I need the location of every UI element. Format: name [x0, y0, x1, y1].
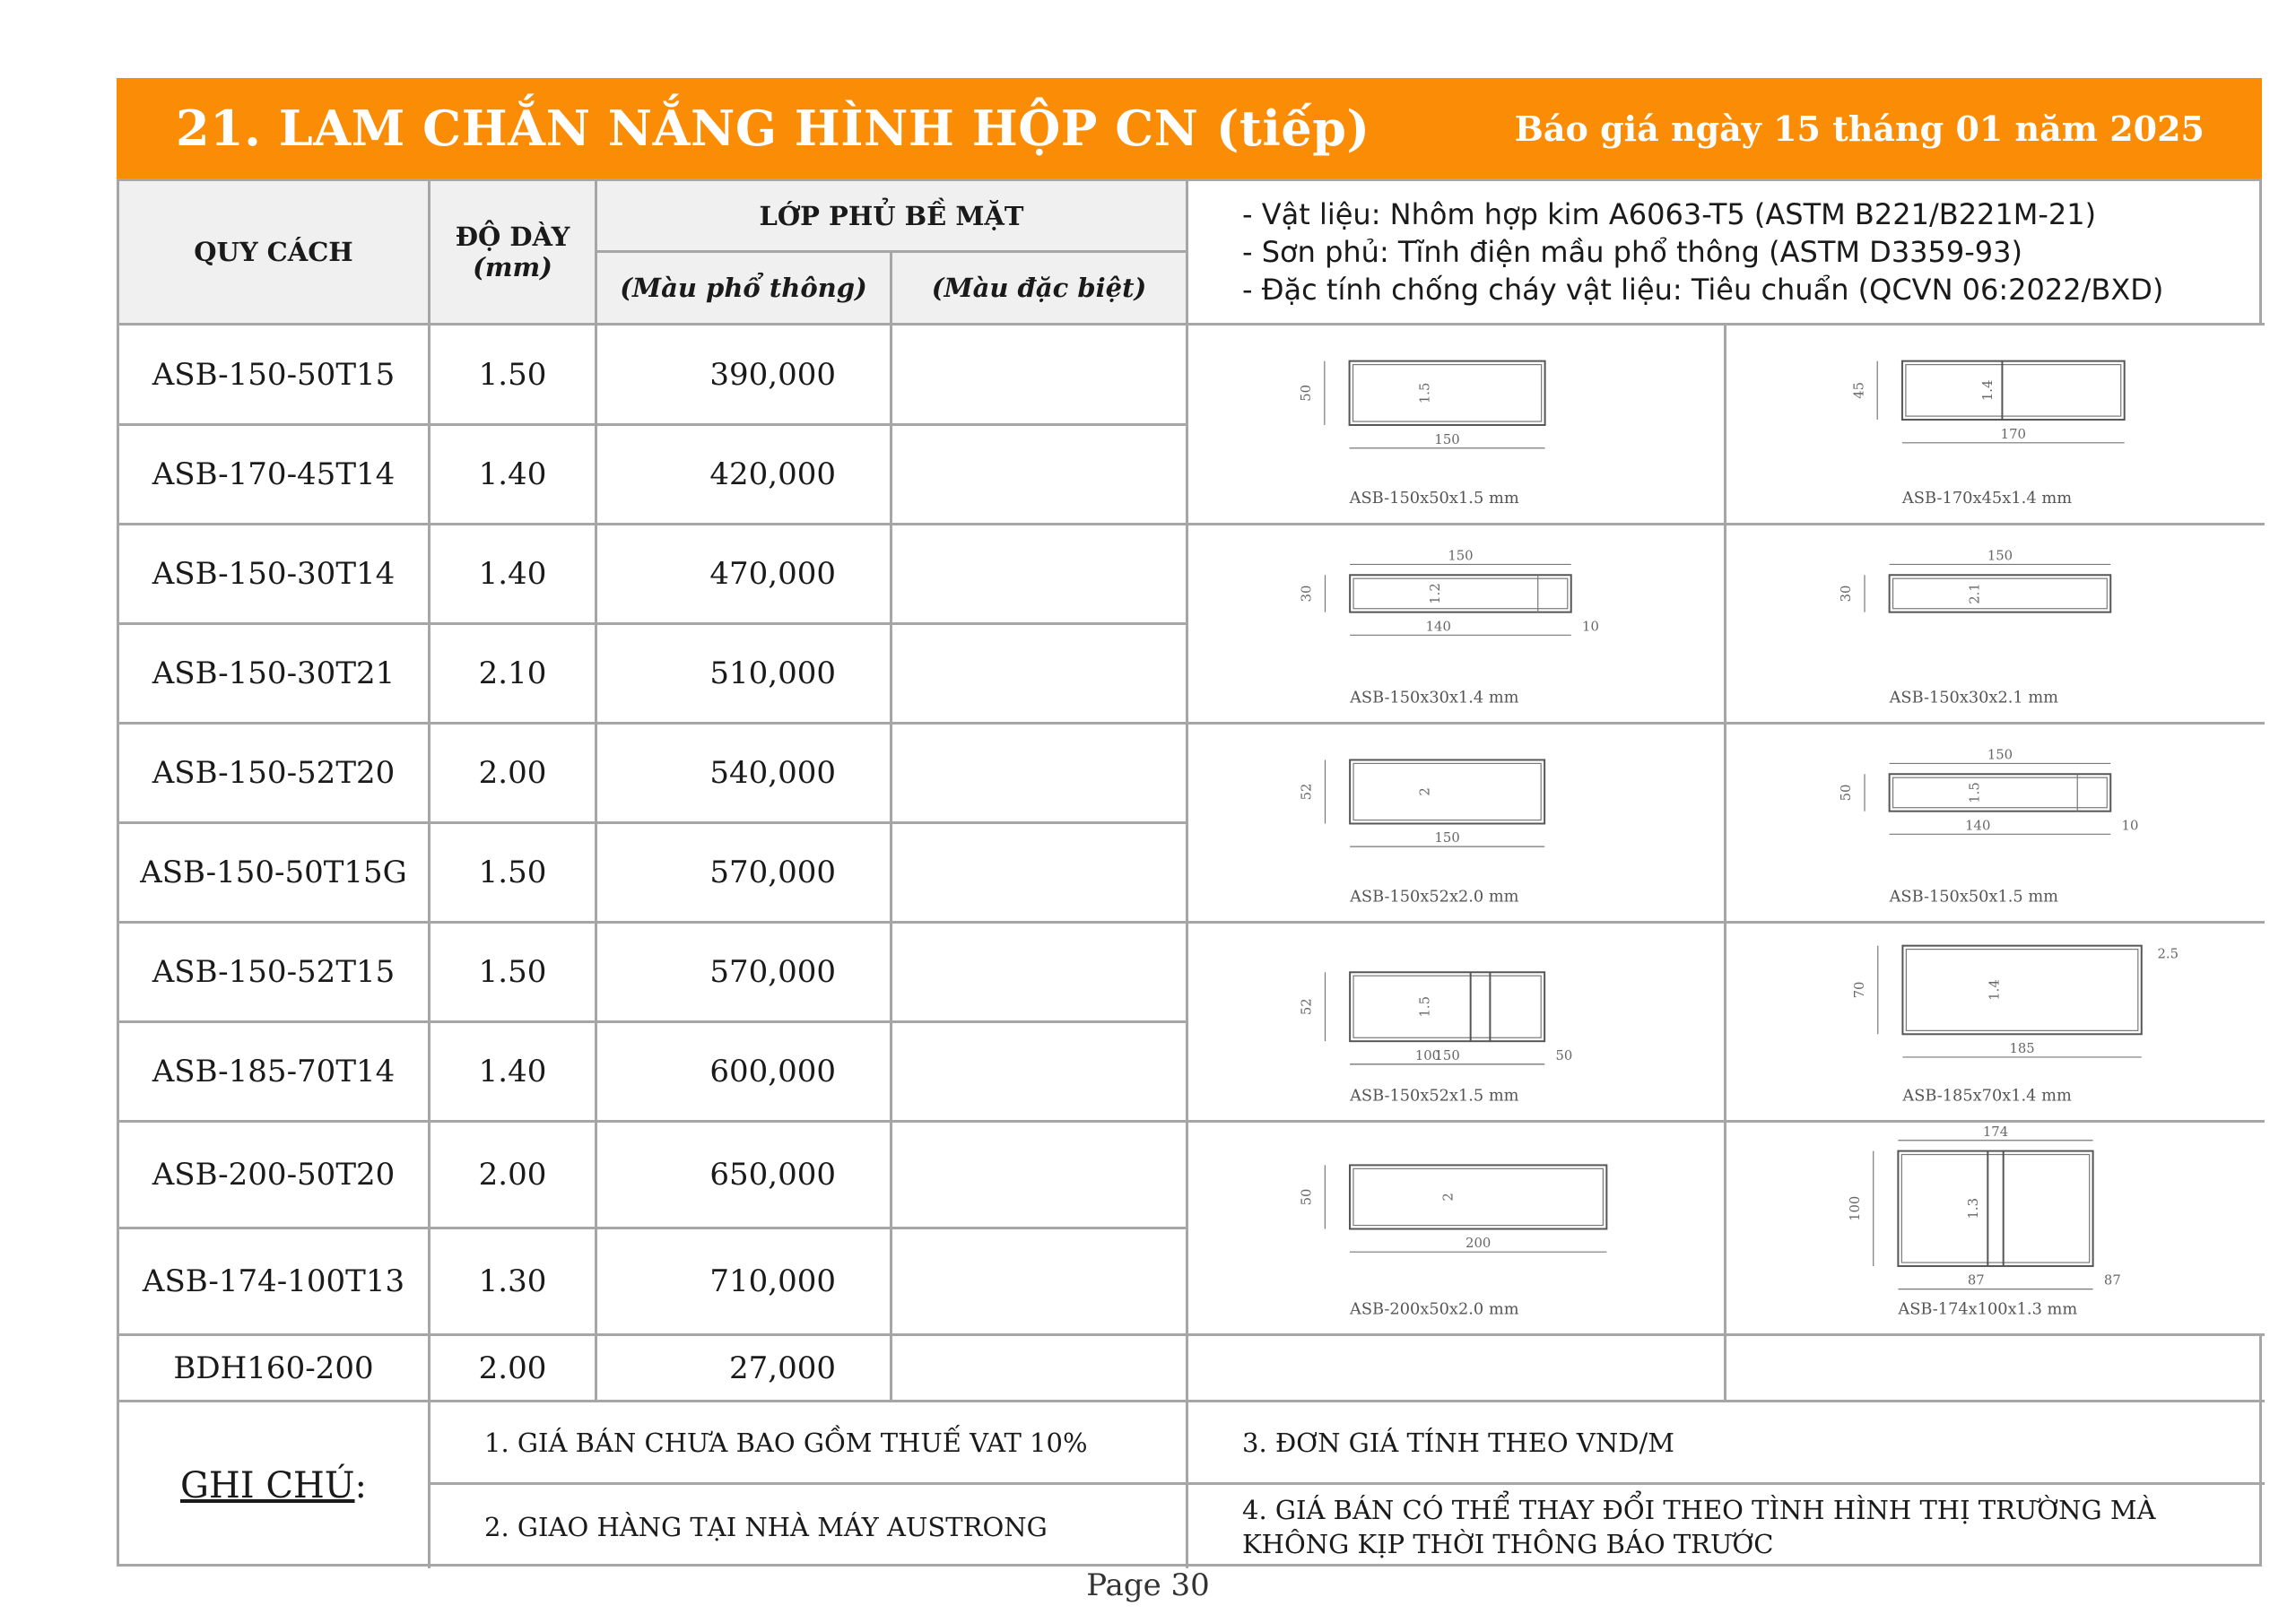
material-note: - Vật liệu: Nhôm hợp kim A6063-T5 (ASTM B221/B221M-21) [1242, 197, 2097, 231]
profile-drawing-svg [1726, 1123, 2265, 1333]
dimension-width-label: 200 [1465, 1236, 1492, 1252]
profile-drawing-svg [1188, 325, 1724, 523]
row-price: 420,000 [597, 426, 892, 525]
empty-cell [1188, 1336, 1726, 1402]
dimension-thickness-label: 1.5 [1417, 995, 1433, 1018]
row-thickness: 1.30 [430, 1229, 597, 1336]
profile-drawing-svg [1188, 1123, 1724, 1333]
profile-outline [1902, 946, 2141, 1035]
thickness-label: ĐỘ DÀY [455, 221, 570, 252]
profile-drawing [1188, 525, 1726, 725]
note-1: 1. GIÁ BÁN CHƯA BAO GỒM THUẾ VAT 10% [430, 1402, 1188, 1485]
profile-inner-wall [1906, 365, 2121, 416]
profile-inner-wall [1353, 365, 1542, 421]
dimension-thickness-label: 1.5 [1967, 782, 1983, 803]
row-code: ASB-170-45T14 [119, 426, 430, 525]
row-special-price [892, 1336, 1188, 1402]
row-price: 710,000 [597, 1229, 892, 1336]
dimension-subwidth-label: 10 [2121, 818, 2139, 834]
row-code: ASB-185-70T14 [119, 1023, 430, 1123]
profile-drawing-svg [1726, 325, 2265, 523]
dimension-width-label: 150 [1448, 548, 1474, 564]
drawing-caption: ASB-150x52x1.5 mm [1350, 1087, 1519, 1106]
row-thickness: 2.10 [430, 625, 597, 725]
profile-drawing [1726, 525, 2265, 725]
row-thickness: 2.00 [430, 1123, 597, 1229]
row-thickness: 1.50 [430, 325, 597, 426]
dimension-height-label: 45 [1850, 381, 1867, 399]
notes-label [119, 1402, 430, 1568]
col-header-coating: LỚP PHỦ BỀ MẶT [597, 181, 1188, 253]
row-code: BDH160-200 [119, 1336, 430, 1402]
dimension-thickness-label: 1.2 [1427, 583, 1443, 604]
note-4: 4. GIÁ BÁN CÓ THỂ THAY ĐỔI THEO TÌNH HÌNH THỊ TRƯỜNG MÀ KHÔNG KỊP THỜI THÔNG BÁO TRƯỚC [1242, 1494, 2156, 1559]
profile-outline [1350, 361, 1545, 425]
drawing-caption: ASB-150x50x1.5 mm [1349, 489, 1519, 508]
row-code: ASB-174-100T13 [119, 1229, 430, 1336]
dimension-subwidth-label: 87 [2103, 1272, 2121, 1289]
dimension-thickness-label: 2 [1440, 1193, 1457, 1202]
profile-inner-wall [1353, 763, 1541, 820]
row-code: ASB-150-50T15 [119, 325, 430, 426]
row-special-price [892, 1123, 1188, 1229]
row-special-price [892, 1229, 1188, 1336]
row-price: 540,000 [597, 725, 892, 824]
row-special-price [892, 924, 1188, 1023]
row-thickness: 2.00 [430, 1336, 597, 1402]
row-price: 390,000 [597, 325, 892, 426]
profile-drawing [1188, 924, 1726, 1123]
profile-outline [1350, 972, 1544, 1041]
row-thickness: 1.40 [430, 1023, 597, 1123]
page-title: 21. LAM CHẮN NẮNG HÌNH HỘP CN (tiếp) [176, 100, 1370, 157]
dimension-height-label: 30 [1299, 585, 1315, 603]
profile-inner-wall [1893, 777, 2108, 808]
dimension-width-label: 150 [1434, 830, 1460, 846]
profile-drawing [1188, 325, 1726, 525]
dimension-width-label: 174 [1982, 1124, 2009, 1140]
material-note: - Sơn phủ: Tĩnh điện mầu phổ thông (ASTM D3359-93) [1242, 235, 2022, 269]
thickness-unit: (mm) [473, 252, 552, 282]
dimension-thickness-label: 1.5 [1416, 382, 1433, 404]
profile-drawing [1726, 924, 2265, 1123]
col-header-special-color: (Màu đặc biệt) [892, 253, 1188, 325]
col-header-thickness [430, 181, 597, 325]
dimension-thickness-label: 1.4 [1987, 979, 2003, 1001]
row-special-price [892, 824, 1188, 924]
row-price: 600,000 [597, 1023, 892, 1123]
material-specs [1188, 181, 2265, 325]
note-3: 3. ĐƠN GIÁ TÍNH THEO VND/M [1188, 1402, 2265, 1485]
profile-drawing-svg [1726, 725, 2265, 921]
dimension-height-label: 50 [1297, 384, 1314, 402]
row-code: ASB-150-50T15G [119, 824, 430, 924]
quote-date: Báo giá ngày 15 tháng 01 năm 2025 [1514, 108, 2205, 149]
notes-label-colon: : [354, 1464, 368, 1506]
row-thickness: 1.50 [430, 824, 597, 924]
dimension-height-label: 100 [1847, 1195, 1863, 1221]
row-thickness: 2.00 [430, 725, 597, 824]
drawing-caption: ASB-150x50x1.5 mm [1889, 888, 2058, 907]
drawing-caption: ASB-150x30x2.1 mm [1889, 689, 2058, 707]
profile-drawing [1188, 725, 1726, 924]
row-code: ASB-150-30T14 [119, 525, 430, 625]
dimension-thickness-label: 1.4 [1979, 379, 1996, 402]
row-price: 510,000 [597, 625, 892, 725]
drawing-caption: ASB-150x30x1.4 mm [1350, 689, 1519, 707]
row-special-price [892, 325, 1188, 426]
dimension-height-label: 70 [1852, 981, 1868, 999]
dimension-subwidth-label: 140 [1425, 619, 1451, 635]
dimension-subwidth-label: 10 [1582, 619, 1599, 635]
profile-drawing-svg [1726, 525, 2265, 722]
profile-drawing [1726, 725, 2265, 924]
dimension-height-label: 50 [1299, 1188, 1315, 1206]
dimension-subwidth-label: 87 [1967, 1272, 1985, 1289]
row-code: ASB-150-52T20 [119, 725, 430, 824]
empty-cell [1726, 1336, 2265, 1402]
row-special-price [892, 725, 1188, 824]
dimension-width-label: 185 [2009, 1041, 2035, 1057]
profile-drawing [1726, 325, 2265, 525]
profile-drawing-svg [1188, 725, 1724, 921]
row-thickness: 1.50 [430, 924, 597, 1023]
dimension-subwidth-label: 100 [1414, 1047, 1441, 1063]
profile-inner-wall [1353, 1168, 1603, 1225]
row-code: ASB-200-50T20 [119, 1123, 430, 1229]
note-2: 2. GIAO HÀNG TẠI NHÀ MÁY AUSTRONG [430, 1485, 1188, 1568]
material-note: - Đặc tính chống cháy vật liệu: Tiêu chuẩn (QCVN 06:2022/BXD) [1242, 273, 2164, 307]
profile-inner-wall [1901, 1155, 2089, 1263]
profile-outline [1898, 1151, 2092, 1266]
dimension-width-label: 150 [1987, 548, 2013, 564]
page-header [117, 78, 2262, 178]
profile-drawing-svg [1188, 525, 1724, 722]
dimension-height-label: 52 [1299, 783, 1315, 801]
drawing-caption: ASB-150x52x2.0 mm [1350, 888, 1519, 907]
row-special-price [892, 525, 1188, 625]
dimension-width-label: 170 [2000, 425, 2027, 442]
profile-inner-wall [1353, 578, 1568, 609]
drawing-caption: ASB-185x70x1.4 mm [1902, 1087, 2072, 1106]
row-price: 650,000 [597, 1123, 892, 1229]
notes-label-text: GHI CHÚ [179, 1464, 355, 1506]
row-thickness: 1.40 [430, 426, 597, 525]
dimension-thickness-label: 2 [1417, 787, 1433, 796]
row-code: ASB-150-30T21 [119, 625, 430, 725]
page-number: Page 30 [1086, 1567, 1210, 1603]
row-special-price [892, 1023, 1188, 1123]
row-price: 570,000 [597, 824, 892, 924]
dimension-width-label: 150 [1987, 747, 2013, 763]
profile-inner-wall [1893, 578, 2108, 609]
dimension-thickness-label: 2.1 [1967, 583, 1983, 604]
dimension-height-label: 52 [1299, 998, 1315, 1016]
row-price: 570,000 [597, 924, 892, 1023]
profile-drawing [1188, 1123, 1726, 1336]
profile-outline [1890, 575, 2111, 612]
dimension-thickness-label: 1.3 [1965, 1198, 1981, 1219]
profile-inner-wall [1353, 976, 1541, 1037]
dimension-height-label: 30 [1839, 585, 1855, 603]
col-header-spec: QUY CÁCH [119, 181, 430, 325]
dimension-height-label: 50 [1839, 784, 1855, 802]
dimension-thickness-label: 2.5 [2157, 946, 2179, 962]
row-price: 27,000 [597, 1336, 892, 1402]
drawing-caption: ASB-174x100x1.3 mm [1898, 1300, 2078, 1319]
price-table [117, 178, 2262, 1567]
profile-outline [1902, 361, 2125, 420]
col-header-standard-color: (Màu phổ thông) [597, 253, 892, 325]
drawing-caption: ASB-170x45x1.4 mm [1901, 489, 2073, 508]
row-thickness: 1.40 [430, 525, 597, 625]
profile-drawing-svg [1188, 924, 1724, 1120]
row-code: ASB-150-52T15 [119, 924, 430, 1023]
drawing-caption: ASB-200x50x2.0 mm [1350, 1300, 1519, 1319]
profile-outline [1350, 1165, 1606, 1228]
dimension-width-label: 150 [1434, 1047, 1460, 1063]
dimension-subwidth-label: 50 [1555, 1047, 1573, 1063]
profile-inner-wall [1906, 950, 2137, 1031]
profile-outline [1350, 759, 1544, 823]
row-price: 470,000 [597, 525, 892, 625]
row-special-price [892, 625, 1188, 725]
row-special-price [892, 426, 1188, 525]
profile-drawing [1726, 1123, 2265, 1336]
profile-drawing-svg [1726, 924, 2265, 1120]
dimension-subwidth-label: 140 [1965, 818, 1991, 834]
dimension-width-label: 150 [1434, 430, 1460, 447]
